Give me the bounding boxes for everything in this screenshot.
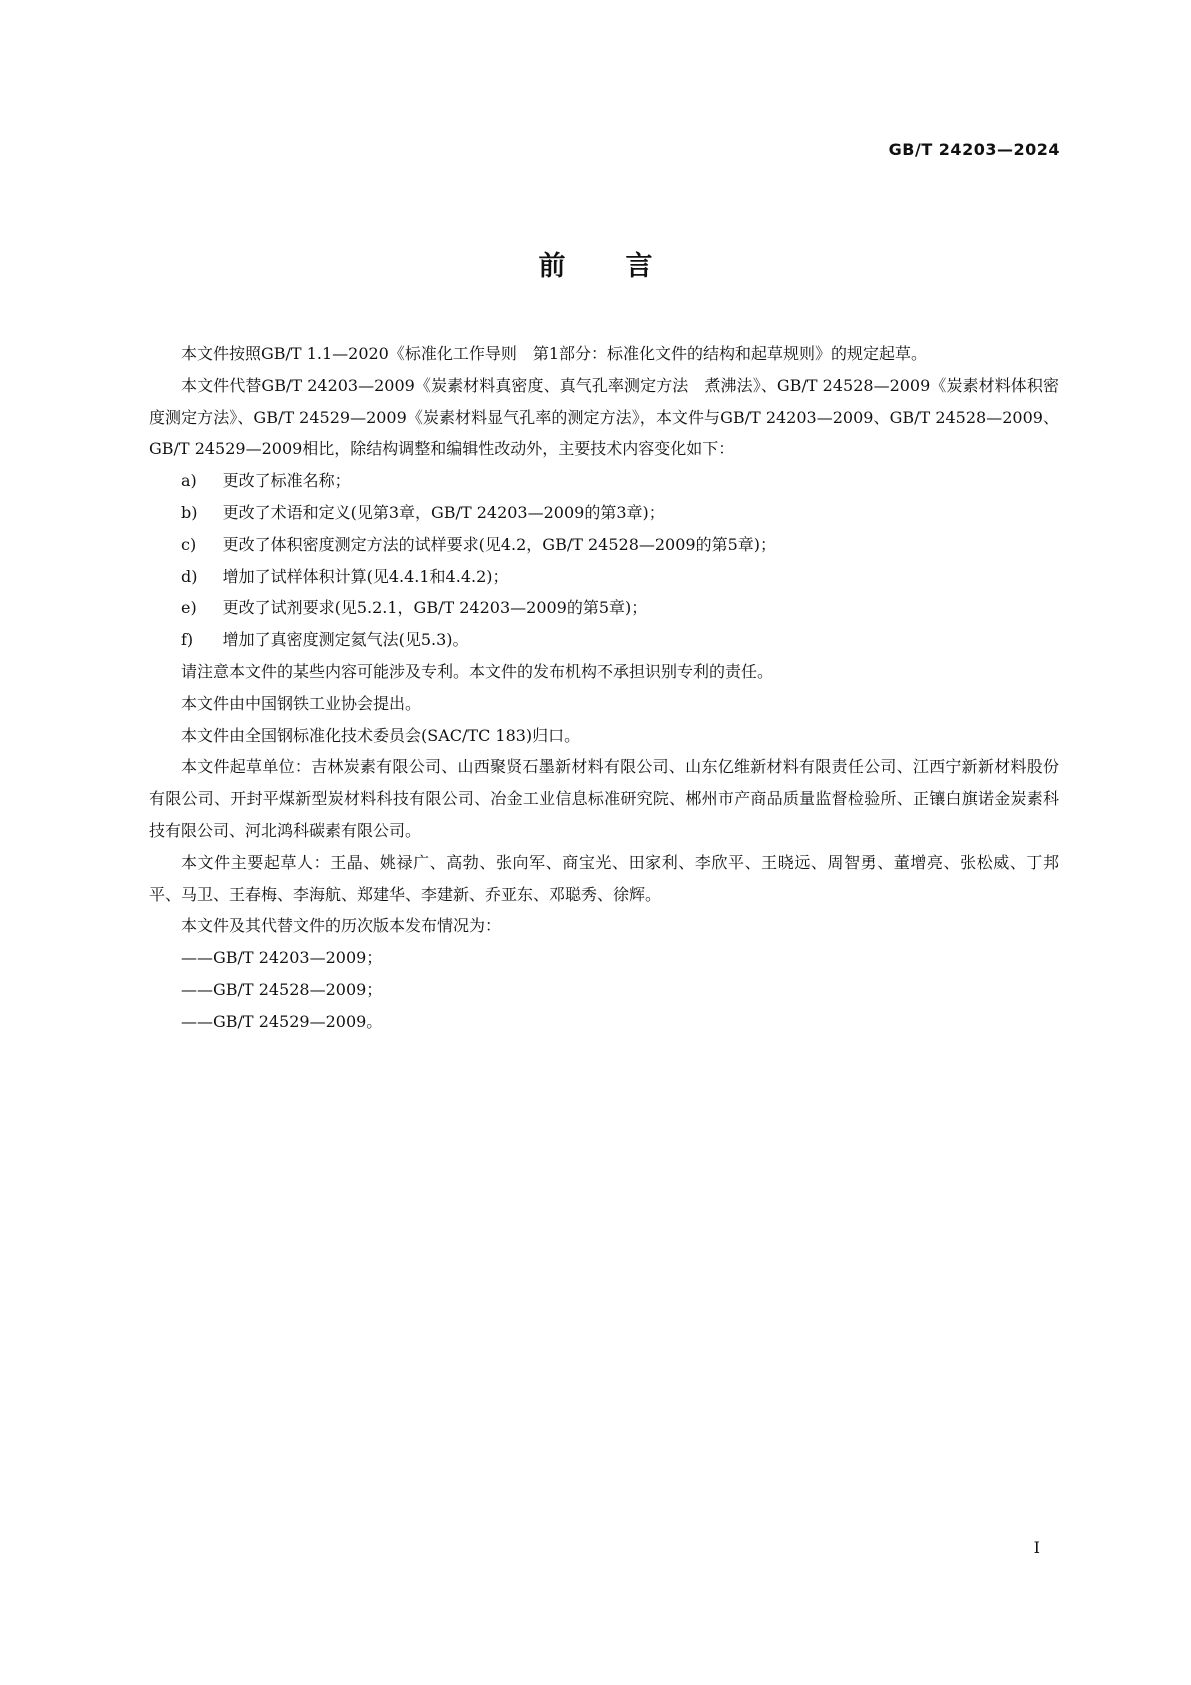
standard-number: GB/T 24203—2024 — [888, 140, 1060, 159]
list-item-text: 更改了标准名称； — [222, 471, 351, 491]
list-item-text: 更改了术语和定义(见第3章，GB/T 24203—2009的第3章)； — [222, 502, 665, 522]
proposer-paragraph: 本文件由中国钢铁工业协会提出。 — [181, 693, 422, 713]
history-list — [149, 942, 1059, 1037]
list-item — [149, 465, 1059, 497]
list-item-text: 更改了体积密度测定方法的试样要求(见4.2，GB/T 24528—2009的第5章)； — [222, 534, 777, 554]
list-item-label: f) — [181, 630, 194, 650]
list-item-text: 更改了试剂要求(见5.2.1，GB/T 24203—2009的第5章)； — [222, 598, 648, 618]
list-item — [149, 561, 1059, 593]
history-item: ——GB/T 24203—2009； — [181, 948, 383, 968]
list-item-label: b) — [181, 502, 198, 522]
changes-list — [149, 465, 1059, 656]
page-title: 前言 — [538, 251, 713, 282]
list-item-text: 增加了试样体积计算(见4.4.1和4.4.2)； — [222, 566, 509, 586]
drafters-paragraph: 本文件主要起草人：王晶、姚禄广、高勃、张向军、商宝光、田家利、李欣平、王晓远、周智勇、董增亮、张松威、丁邦平、马卫、王春梅、李海航、郑建华、李建新、乔亚东、邓聪秀、徐辉。 — [149, 852, 1059, 904]
list-item-text: 增加了真密度测定氦气法(见5.3)。 — [222, 630, 469, 650]
history-item: ——GB/T 24529—2009。 — [181, 1011, 383, 1031]
history-intro-paragraph: 本文件及其代替文件的历次版本发布情况为： — [181, 916, 502, 936]
intro-paragraph: 本文件按照GB/T 1.1—2020《标准化工作导则 第1部分：标准化文件的结构和起草规则》的规定起草。 — [181, 344, 928, 363]
list-item — [149, 592, 1059, 624]
document-body — [149, 338, 1059, 1038]
drafting-units-paragraph: 本文件起草单位：吉林炭素有限公司、山西聚贤石墨新材料有限公司、山东亿维新材料有限责任公司、江西宁新新材料股份有限公司、开封平煤新型炭材料科技有限公司、冶金工业信息标准研究院、郴州市产商品质量监督检验所、正镶白旗诺金炭素科技有限公司、河北鸿科碳素有限公司。 — [149, 757, 1059, 840]
page-number: I — [1033, 1538, 1040, 1557]
committee-paragraph: 本文件由全国钢标准化技术委员会(SAC/TC 183)归口。 — [181, 725, 581, 745]
list-item — [149, 624, 1059, 656]
list-item-label: d) — [181, 566, 198, 586]
list-item — [149, 497, 1059, 529]
replacement-paragraph: 本文件代替GB/T 24203—2009《炭素材料真密度、真气孔率测定方法 煮沸法》、GB/T 24528—2009《炭素材料体积密度测定方法》、GB/T 24529—2009《炭素材料显气孔率的测定方法》，本文件与GB/T 24203—2009、GB/T 24528—2009、GB/T 24529—2009相比，除结构调整和编辑性改动外，主要技术内容变化如下： — [149, 375, 1059, 459]
patent-notice: 请注意本文件的某些内容可能涉及专利。本文件的发布机构不承担识别专利的责任。 — [181, 661, 774, 681]
list-item — [149, 529, 1059, 561]
history-item: ——GB/T 24528—2009； — [181, 979, 383, 999]
list-item-label: e) — [181, 598, 197, 618]
list-item-label: c) — [181, 534, 197, 554]
list-item-label: a) — [181, 471, 197, 491]
